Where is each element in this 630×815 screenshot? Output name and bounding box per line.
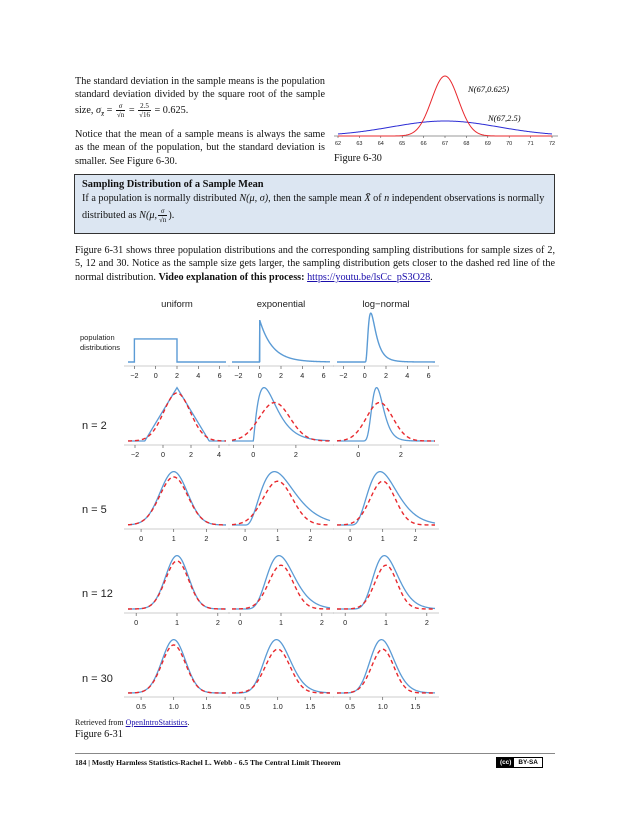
sampling-distribution-callout (74, 174, 555, 234)
x-axis-ticks (335, 136, 555, 147)
n30-normal-curve-0 (128, 645, 226, 693)
pop-tick-label-1-0: 0 (257, 371, 262, 380)
n30-tick-label-0-1.0: 1.0 (168, 702, 179, 711)
n12-tick-label-1-0: 0 (238, 618, 243, 627)
n30-tick-label-0-1.5: 1.5 (201, 702, 212, 711)
row-label-n-3: n = 30 (82, 673, 113, 685)
n5-normal-curve-1 (232, 481, 330, 525)
pop-tick-label-2-−2: −2 (339, 371, 348, 380)
pop-tick-label-2-4: 4 (405, 371, 410, 380)
figure-6-31-sampling-grid (70, 294, 440, 714)
row-label-population: population (80, 333, 115, 342)
openintro-link[interactable]: OpenIntroStatistics (125, 718, 188, 727)
n5-tick-label-0-0: 0 (139, 534, 144, 543)
pop-curve-0 (128, 339, 226, 362)
tick-label-68: 68 (463, 141, 470, 147)
n5-tick-label-2-2: 2 (413, 534, 418, 543)
n5-normal-curve-0 (128, 477, 226, 525)
intro-paragraph: The standard deviation in the sample means is the population standard deviation divided by the square root of the sample size, $\sigma_{x̄}$ = $\frac{\sigma}{√n}$ = $\frac{2.5}{√16}$ = 0.625. (75, 76, 325, 119)
n2-tick-label-2-0: 0 (356, 450, 361, 459)
col-title-1: exponential (256, 299, 306, 310)
pop-tick-label-2-6: 6 (426, 371, 431, 380)
n2-tick-label-0-−2: −2 (130, 450, 140, 459)
n30-tick-label-1-1.5: 1.5 (305, 702, 316, 711)
pop-tick-label-1-2: 2 (279, 371, 283, 380)
n30-sample-curve-0 (128, 640, 226, 693)
n30-tick-label-1-1.0: 1.0 (272, 702, 283, 711)
tick-label-70: 70 (506, 141, 513, 147)
n2-tick-label-1-2: 2 (293, 450, 298, 459)
n5-tick-label-1-2: 2 (308, 534, 313, 543)
n30-sample-curve-1 (232, 640, 330, 693)
label-red-curve: N(67,0.625) (468, 84, 510, 94)
n12-tick-label-0-0: 0 (134, 618, 139, 627)
pop-tick-label-1-−2: −2 (234, 371, 243, 380)
tick-label-63: 63 (356, 141, 363, 147)
n12-tick-label-2-0: 0 (343, 618, 348, 627)
tick-label-71: 71 (527, 141, 534, 147)
tick-label-66: 66 (420, 141, 427, 147)
fraction-2.5-sqrt-16: $\frac{2.5}{√16}$ (139, 101, 150, 119)
n30-tick-label-2-1.5: 1.5 (410, 702, 421, 711)
n30-normal-curve-1 (232, 649, 330, 693)
callout-title: Sampling Distribution of a Sample Mean (82, 179, 264, 190)
n30-tick-label-1-0.5: 0.5 (240, 702, 251, 711)
n30-sample-curve-2 (337, 640, 435, 693)
n5-tick-label-2-0: 0 (348, 534, 353, 543)
tick-label-62: 62 (334, 141, 342, 147)
n12-tick-label-1-2: 2 (319, 618, 324, 627)
n5-sample-curve-1 (232, 472, 330, 525)
mean-note-paragraph: Notice that the mean of a sample means is always the same as the mean of the population, but the standard deviation is smaller. See Figure 6-30. (75, 129, 325, 167)
cc-icon: (cc) (497, 758, 514, 767)
figure-6-30-normal-curves (330, 70, 560, 152)
row-label-n-0: n = 2 (82, 420, 107, 432)
cc-license-badge: (cc) BY-SA (496, 757, 543, 768)
tick-label-67: 67 (441, 141, 449, 147)
pop-tick-label-1-6: 6 (321, 371, 326, 380)
curve-n67-0.625 (338, 76, 552, 136)
footer-rule (75, 753, 555, 754)
pop-tick-label-2-0: 0 (362, 371, 367, 380)
n12-sample-curve-1 (232, 556, 330, 609)
n5-tick-label-1-0: 0 (243, 534, 248, 543)
pop-tick-label-0-6: 6 (217, 371, 222, 380)
callout-body: If a population is normally distributed N(μ, σ), then the sample mean X̄ of n independent observations is normally distributed as N(μ, $\frac{\sigma}{√n}$ ). (82, 193, 545, 225)
n12-normal-curve-2 (337, 565, 435, 609)
n30-tick-label-2-0.5: 0.5 (345, 702, 356, 711)
sigma-xbar: $\sigma_{x̄}$ (95, 104, 105, 118)
pop-tick-label-0-2: 2 (175, 371, 179, 380)
pop-tick-label-0-0: 0 (153, 371, 158, 380)
pop-curve-2 (337, 313, 435, 362)
tick-label-69: 69 (484, 141, 491, 147)
retrieved-from: Retrieved from OpenIntroStatistics. (75, 718, 190, 727)
n12-normal-curve-0 (128, 561, 226, 609)
pop-curve-1 (232, 320, 330, 362)
n2-tick-label-0-2: 2 (189, 450, 193, 459)
n2-normal-curve-0 (128, 393, 226, 441)
figure-6-31-caption: Figure 6-31 (75, 729, 123, 740)
n30-tick-label-2-1.0: 1.0 (377, 702, 388, 711)
col-title-2: log−normal (362, 299, 410, 310)
n12-tick-label-1-1: 1 (279, 618, 283, 627)
n30-normal-curve-2 (337, 649, 435, 693)
pop-tick-label-2-2: 2 (384, 371, 388, 380)
n2-sample-curve-2 (337, 388, 435, 441)
n2-tick-label-2-2: 2 (398, 450, 403, 459)
row-label-n-1: n = 5 (82, 504, 107, 516)
pop-tick-label-1-4: 4 (300, 371, 305, 380)
label-blue-curve: N(67,2.5) (488, 113, 521, 123)
n2-sample-curve-0 (128, 388, 226, 441)
tick-label-72: 72 (548, 141, 556, 147)
figure-6-31-intro: Figure 6-31 shows three population distributions and the corresponding sampling distributions for sample sizes of 2, 5, 12 and 30. Notice as the sample size gets larger, the sampling distribution gets closer to the dashed red line of the normal distribution. Video explanation of this process: https://youtu.be/lsCc_pS3O28. (75, 245, 555, 283)
intro-text: The standard deviation in the sample means is the population standard deviation divided by the square root of the sample size, (75, 76, 325, 116)
row-label-distributions: distributions (80, 343, 121, 352)
figure-6-31-panels (80, 299, 439, 711)
n2-normal-curve-1 (232, 403, 330, 441)
n2-tick-label-1-0: 0 (251, 450, 256, 459)
tick-label-64: 64 (377, 141, 384, 147)
n5-tick-label-0-1: 1 (171, 534, 176, 543)
pop-tick-label-0-4: 4 (196, 371, 201, 380)
n2-tick-label-0-0: 0 (161, 450, 165, 459)
pop-tick-label-0-−2: −2 (130, 371, 139, 380)
n12-tick-label-2-1: 1 (384, 618, 388, 627)
n12-tick-label-0-1: 1 (175, 618, 179, 627)
figure-6-30-caption: Figure 6-30 (334, 153, 382, 164)
row-label-n-2: n = 12 (82, 588, 113, 600)
n5-tick-label-0-2: 2 (204, 534, 209, 543)
n5-sample-curve-0 (128, 472, 226, 525)
col-title-0: uniform (161, 299, 193, 310)
footer-text: 184 | Mostly Harmless Statistics-Rachel L. Webb - 6.5 The Central Limit Theorem (75, 758, 341, 767)
n5-tick-label-2-1: 1 (380, 534, 385, 543)
n5-sample-curve-2 (337, 472, 435, 525)
fraction-sigma-sqrt-n: $\frac{\sigma}{√n}$ (116, 101, 125, 119)
n30-tick-label-0-0.5: 0.5 (136, 702, 147, 711)
n2-tick-label-0-4: 4 (217, 450, 221, 459)
tick-label-65: 65 (399, 141, 406, 147)
n12-tick-label-2-2: 2 (424, 618, 429, 627)
video-link[interactable]: https://youtu.be/lsCc_pS3O28 (307, 271, 431, 283)
n12-tick-label-0-2: 2 (215, 618, 220, 627)
video-label: Video explanation of this process: (158, 271, 305, 283)
n5-tick-label-1-1: 1 (275, 534, 280, 543)
callout-fraction: $\frac{\sigma}{√n}$ (159, 207, 167, 225)
n2-normal-curve-2 (337, 403, 435, 441)
n12-sample-curve-0 (128, 556, 226, 609)
n12-sample-curve-2 (337, 556, 435, 609)
